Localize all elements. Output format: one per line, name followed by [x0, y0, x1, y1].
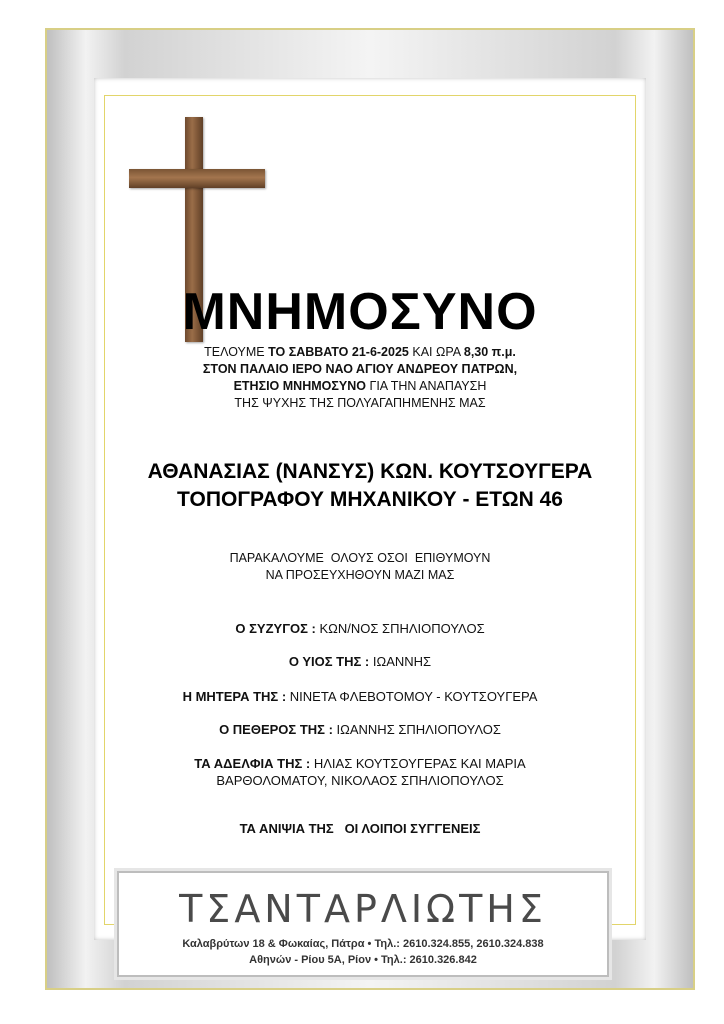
memorial-title: ΜΝΗΜΟΣΥΝΟ [182, 283, 538, 341]
funeral-home-name: ΤΣΑΝΤΑΡΛΙΩΤΗΣ [179, 887, 547, 931]
relative-nephews-others: ΤΑ ΑΝΙΨΙΑ ΤΗΣ ΟΙ ΛΟΙΠΟΙ ΣΥΓΓΕΝΕΙΣ [239, 821, 481, 836]
funeral-home-address-1: Καλαβρύτων 18 & Φωκαίας, Πάτρα • Τηλ.: 2610.324.855, 2610.324.838 [182, 938, 544, 950]
intro-line-3: ΕΤΗΣΙΟ ΜΝΗΜΟΣΥΝΟ ΓΙΑ ΤΗΝ ΑΝΑΠΑΥΣΗ [233, 379, 487, 393]
deceased-name: ΑΘΑΝΑΣΙΑΣ (ΝΑΝΣΥΣ) ΚΩΝ. ΚΟΥΤΣΟΥΓΕΡΑ [147, 460, 593, 483]
intro-line-2: ΣΤΟΝ ΠΑΛΑΙΟ ΙΕΡΟ ΝΑΟ ΑΓΙΟΥ ΑΝΔΡΕΟΥ ΠΑΤΡΩΝ, [202, 362, 518, 376]
relative-spouse: Ο ΣΥΖΥΓΟΣ : ΚΩΝ/ΝΟΣ ΣΠΗΛΙΟΠΟΥΛΟΣ [235, 621, 485, 636]
relative-son: Ο ΥΙΟΣ ΤΗΣ : ΙΩΑΝΝΗΣ [288, 654, 432, 669]
deceased-details: ΤΟΠΟΓΡΑΦΟΥ ΜΗΧΑΝΙΚΟΥ - ΕΤΩΝ 46 [177, 488, 563, 511]
prayer-request: ΠΑΡΑΚΑΛΟΥΜΕ ΟΛΟΥΣ ΟΣΟΙ ΕΠΙΘΥΜΟΥΝ ΝΑ ΠΡΟΣΕΥΧΗΘΟΥΝ ΜΑΖΙ ΜΑΣ [229, 551, 491, 582]
funeral-home-address-2: Αθηνών - Ρίου 5Α, Ρίον • Τηλ.: 2610.326.842 [249, 954, 477, 966]
intro-line-1: ΤΕΛΟΥΜΕ ΤΟ ΣΑΒΒΑΤΟ 21-6-2025 ΚΑΙ ΩΡΑ 8,30 π.μ. [204, 345, 516, 359]
relative-mother: Η ΜΗΤΕΡΑ ΤΗΣ : ΝΙΝΕΤΑ ΦΛΕΒΟΤΟΜΟΥ - ΚΟΥΤΣΟΥΓΕΡΑ [182, 689, 538, 704]
relative-siblings: ΤΑ ΑΔΕΛΦΙΑ ΤΗΣ : ΗΛΙΑΣ ΚΟΥΤΣΟΥΓΕΡΑΣ ΚΑΙ ΜΑΡΙΑ ΒΑΡΘΟΛΟΜΑΤΟΥ, ΝΙΚΟΛΑΟΣ ΣΠΗΛΙΟΠΟΥΛΟΣ [194, 756, 526, 788]
deceased-block [100, 458, 640, 514]
funeral-home-logo-box [117, 871, 609, 977]
announcement-intro [140, 344, 580, 412]
relative-father-in-law: Ο ΠΕΘΕΡΟΣ ΤΗΣ : ΙΩΑΝΝΗΣ ΣΠΗΛΙΟΠΟΥΛΟΣ [219, 722, 501, 737]
intro-line-4: ΤΗΣ ΨΥΧΗΣ ΤΗΣ ΠΟΛΥΑΓΑΠΗΜΕΝΗΣ ΜΑΣ [234, 396, 486, 410]
